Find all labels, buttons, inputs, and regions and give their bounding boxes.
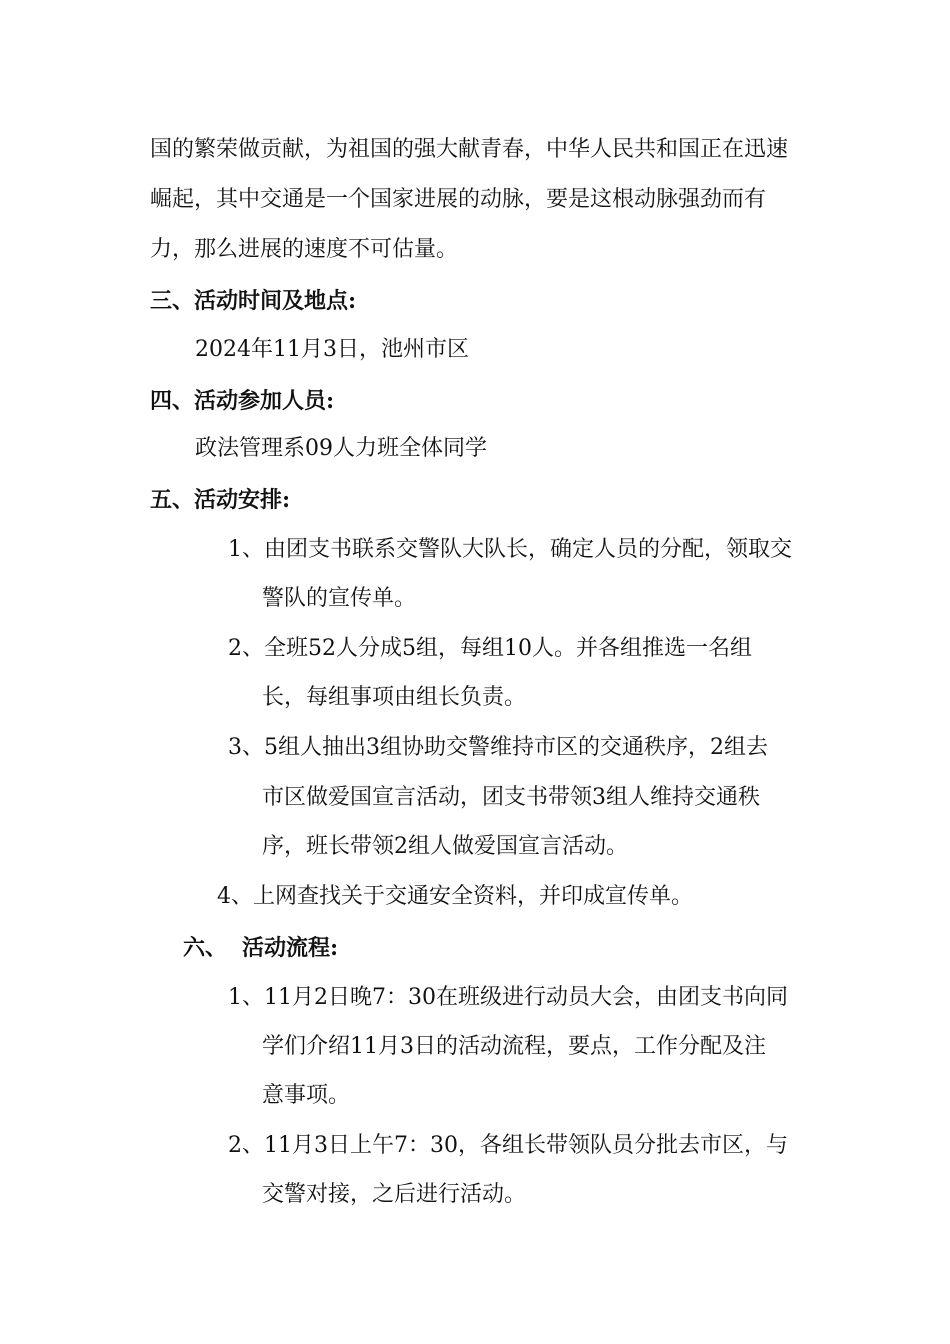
intro-line-3: 力，那么进展的速度不可估量。	[150, 237, 459, 262]
section5-item1-line1: 1、由团支书联系交警队大队长，确定人员的分配，领取交	[228, 537, 792, 562]
section5-item4-line1: 4、上网查找关于交通安全资料，并印成宣传单。	[217, 884, 693, 909]
section4-content: 政法管理系09人力班全体同学	[195, 436, 487, 461]
section5-item1-line2: 警队的宣传单。	[262, 586, 417, 611]
intro-line-2: 崛起，其中交通是一个国家进展的动脉，要是这根动脉强劲而有	[150, 187, 767, 212]
section6-item1-line1: 1、11月2日晚7：30在班级进行动员大会，由团支书向同	[228, 985, 788, 1010]
section6-item2-line1: 2、11月3日上午7：30，各组长带领队员分批去市区，与	[228, 1133, 788, 1158]
section6-number: 六、	[183, 935, 228, 961]
intro-line-1: 国的繁荣做贡献，为祖国的强大献青春，中华人民共和国正在迅速	[150, 137, 789, 162]
section5-item2-line1: 2、全班52人分成5组，每组10人。并各组推选一名组	[228, 636, 752, 661]
section5-heading: 五、活动安排:	[150, 487, 291, 513]
section3-heading: 三、活动时间及地点:	[150, 288, 357, 314]
section6-item1-line3: 意事项。	[262, 1083, 351, 1108]
section4-heading: 四、活动参加人员:	[150, 388, 335, 414]
section6-item2-line2: 交警对接，之后进行活动。	[262, 1182, 527, 1207]
section6-item1-line2: 学们介绍11月3日的活动流程，要点，工作分配及注	[262, 1034, 766, 1059]
section5-item3-line2: 市区做爱国宣言活动，团支书带领3组人维持交通秩	[262, 785, 760, 810]
section5-item2-line2: 长，每组事项由组长负责。	[262, 685, 527, 710]
section5-item3-line3: 序，班长带领2组人做爱国宣言活动。	[262, 834, 628, 859]
section3-content: 2024年11月3日，池州市区	[195, 337, 469, 362]
section5-item3-line1: 3、5组人抽出3组协助交警维持市区的交通秩序，2组去	[228, 735, 768, 760]
section6-heading: 活动流程:	[242, 935, 339, 961]
